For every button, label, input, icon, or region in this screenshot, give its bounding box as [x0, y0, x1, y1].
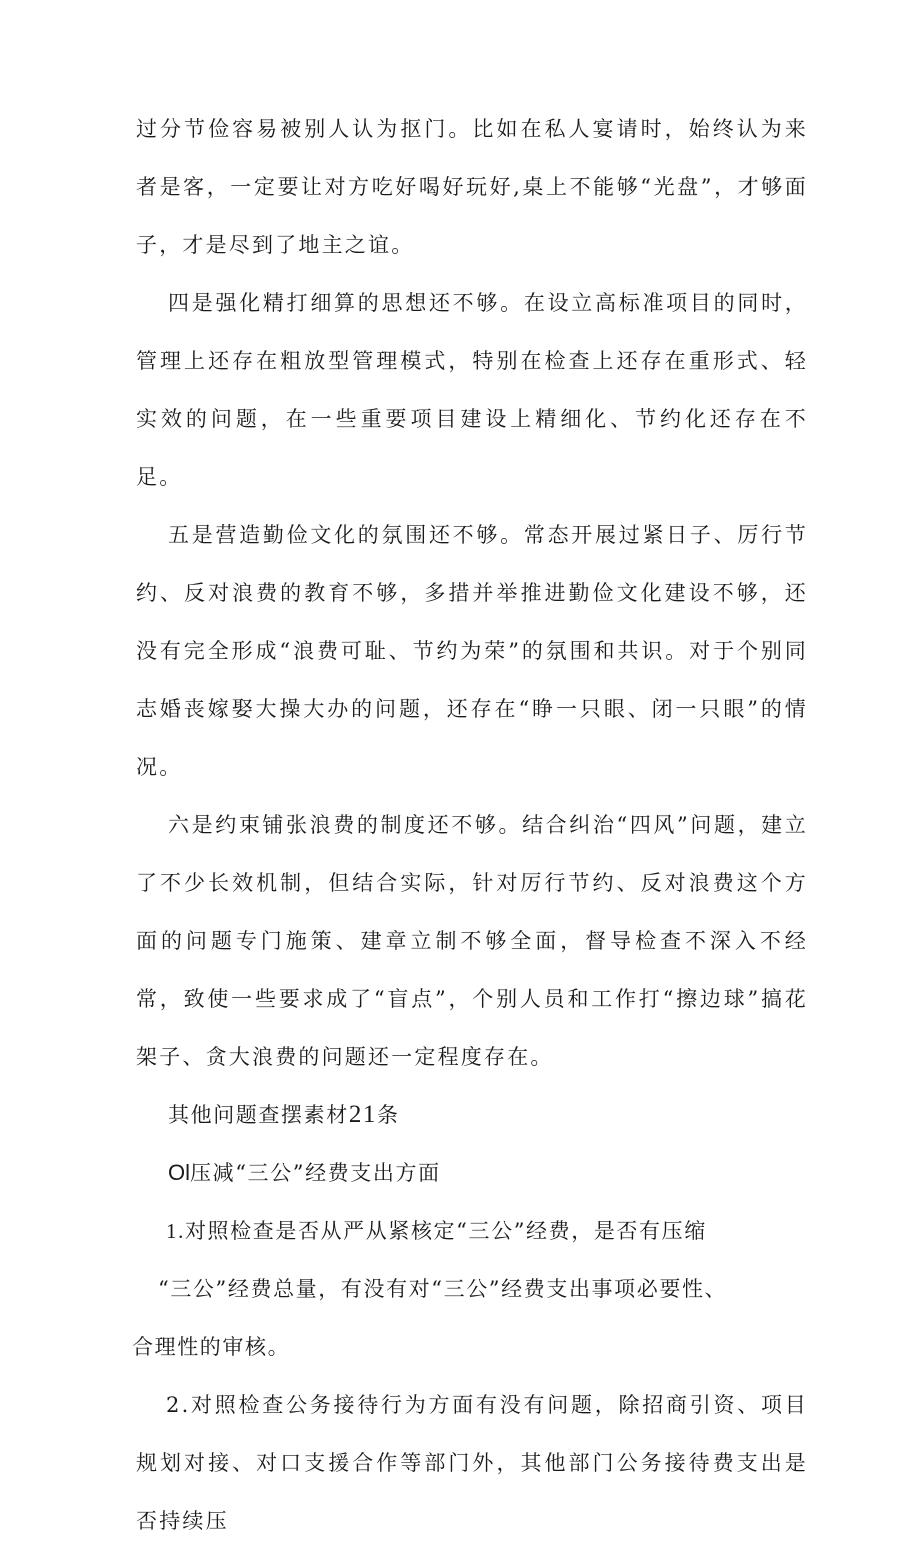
list-item-1-line2 — [136, 1260, 808, 1318]
paragraph-point-five: 五是营造勤俭文化的氛围还不够。常态开展过紧日子、厉行节约、反对浪费的教育不够，多措并举推进勤俭文化建设不够，还没有完全形成“浪费可耻、节约为荣”的氛围和共识。对于个别同志婚丧嫁娶大操大办的问题，还存在“睁一只眼、闭一只眼”的情况。 — [136, 523, 808, 779]
list-item-1-text-1: 对照检查是否从严从紧核定“三公”经费，是否有压缩 — [184, 1219, 707, 1243]
heading-count: 21 — [348, 1101, 378, 1128]
subsection-marker: Ol — [168, 1160, 190, 1185]
list-item-2-text: .对照检查公务接待行为方面有没有问题，除招商引资、项目规划对接、对口支援合作等部门外，其他部门公务接待费支出是否持续压 — [136, 1393, 808, 1533]
subsection-heading — [136, 1144, 808, 1202]
document-body — [132, 100, 808, 1550]
subsection-title: 压减“三公”经费支出方面 — [190, 1161, 441, 1185]
paragraph-continuation: 过分节俭容易被别人认为抠门。比如在私人宴请时，始终认为来者是客，一定要让对方吃好喝好玩好,桌上不能够“光盘”，才够面子，才是尽到了地主之谊。 — [136, 117, 808, 257]
heading-prefix: 其他问题查摆素材 — [168, 1103, 349, 1127]
list-item-1-text-2: “三公”经费总量，有没有对“三公”经费支出事项必要性、 — [158, 1277, 728, 1301]
paragraph-point-four: 四是强化精打细算的思想还不够。在设立高标准项目的同时，管理上还存在粗放型管理模式，特别在检查上还存在重形式、轻实效的问题，在一些重要项目建设上精细化、节约化还存在不足。 — [136, 291, 808, 489]
paragraph-point-six: 六是约束铺张浪费的制度还不够。结合纠治“四风”问题，建立了不少长效机制，但结合实际，针对厉行节约、反对浪费这个方面的问题专门施策、建章立制不够全面，督导检查不深入不经常，致使一些要求成了“盲点”，个别人员和工作打“擦边球”搞花架子、贪大浪费的问题还一定程度存在。 — [136, 813, 808, 1069]
heading-suffix: 条 — [377, 1103, 400, 1127]
list-item-2-number: 2 — [166, 1393, 182, 1417]
list-item-1-line1 — [136, 1202, 808, 1260]
list-item-1-text-3: 合理性的审核。 — [132, 1335, 291, 1359]
list-item-1 — [132, 1202, 808, 1376]
list-item-2 — [136, 1376, 808, 1550]
section-heading-materials — [136, 1086, 808, 1144]
list-item-1-line3 — [132, 1318, 808, 1376]
list-item-1-number: 1. — [166, 1219, 185, 1243]
